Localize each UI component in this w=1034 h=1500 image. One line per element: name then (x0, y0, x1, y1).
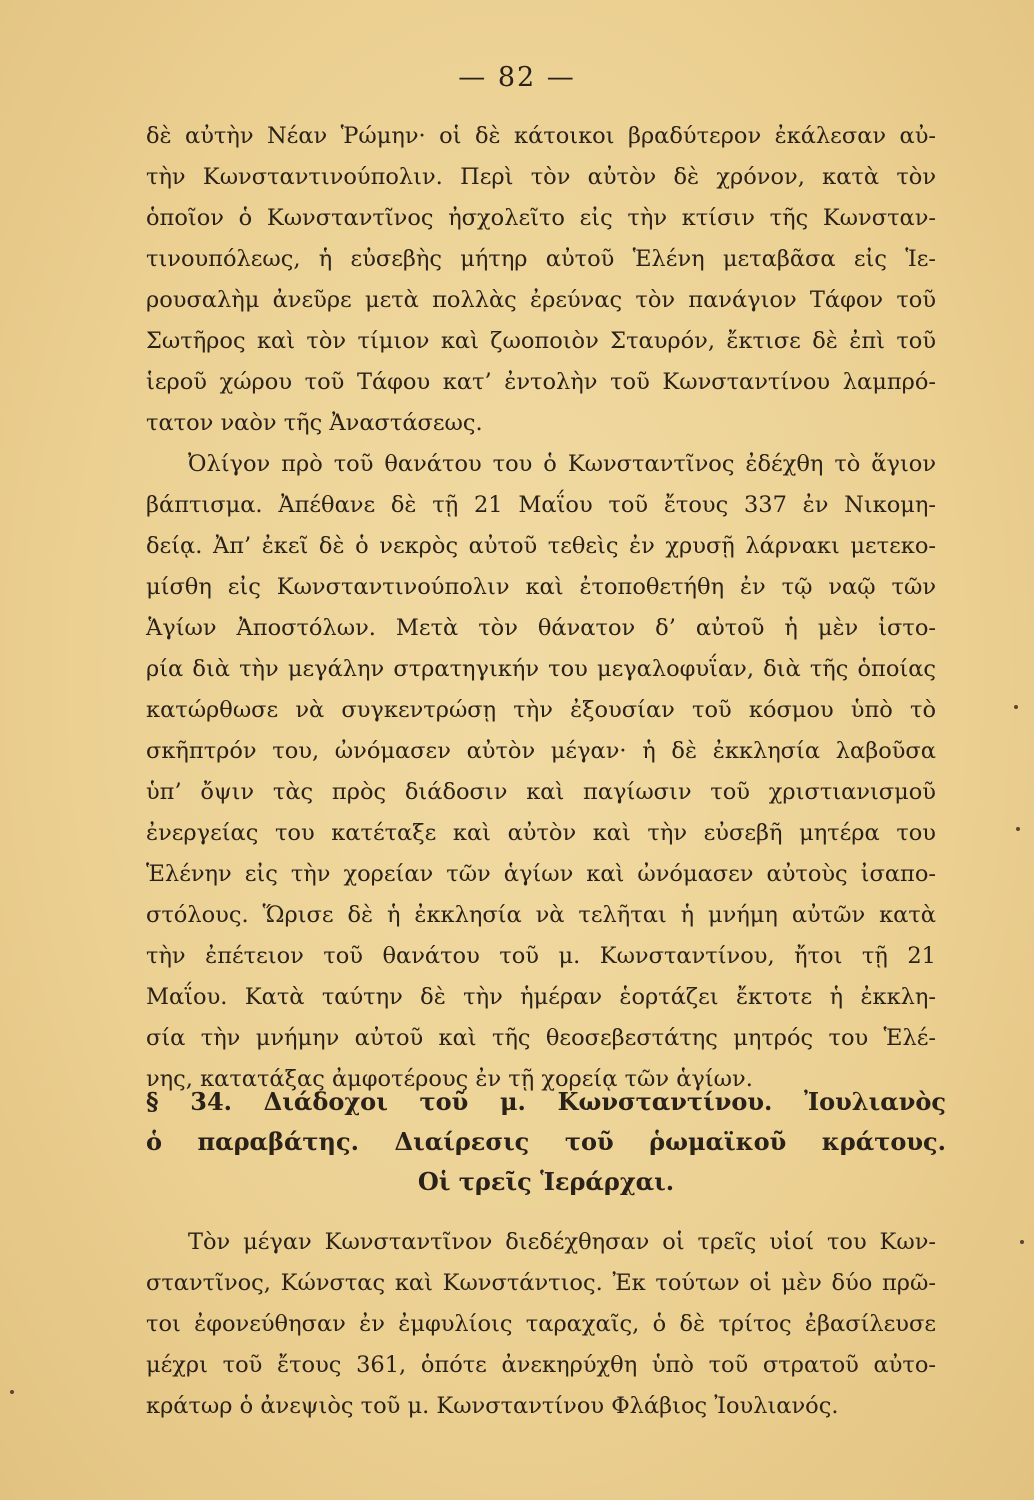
text-line: δείᾳ. Ἀπ’ ἐκεῖ δὲ ὁ νεκρὸς αὐτοῦ τεθεὶς ἐν χρυσῇ λάρνακι μετεκο- (146, 533, 936, 559)
text-line: μίσθη εἰς Κωνσταντινούπολιν καὶ ἐτοποθετήθη ἐν τῷ ναῷ τῶν (146, 574, 936, 600)
section-text (146, 1222, 936, 1427)
text-line: Ἁγίων Ἀποστόλων. Μετὰ τὸν θάνατον δ’ αὐτοῦ ἡ μὲν ἱστο- (146, 615, 936, 641)
section-heading-line: § 34. Διάδοχοι τοῦ μ. Κωνσταντίνου. Ἰουλιανὸς (146, 1087, 946, 1116)
text-line: τὴν ἐπέτειον τοῦ θανάτου τοῦ μ. Κωνσταντίνου, ἤτοι τῇ 21 (146, 943, 936, 969)
text-line: ρία διὰ τὴν μεγάλην στρατηγικήν του μεγαλοφυΐαν, διὰ τῆς ὁποίας (146, 656, 936, 682)
paragraph-3 (146, 1222, 936, 1427)
text-line: σταντῖνος, Κώνστας καὶ Κωνστάντιος. Ἐκ τούτων οἱ μὲν δύο πρῶ- (146, 1270, 936, 1296)
text-line: τοι ἐφονεύθησαν ἐν ἐμφυλίοις ταραχαῖς, ὁ δὲ τρίτος ἐβασίλευσε (146, 1311, 936, 1337)
text-line: ὑπ’ ὄψιν τὰς πρὸς διάδοσιν καὶ παγίωσιν τοῦ χριστιανισμοῦ (146, 779, 936, 805)
paragraph-2 (146, 444, 936, 1100)
section-heading-line: ὁ παραβάτης. Διαίρεσις τοῦ ῥωμαϊκοῦ κράτους. (146, 1127, 946, 1156)
text-line: ὁποῖον ὁ Κωνσταντῖνος ἠσχολεῖτο εἰς τὴν κτίσιν τῆς Κωνσταν- (146, 205, 936, 231)
text-line: κατώρθωσε νὰ συγκεντρώσῃ τὴν ἐξουσίαν τοῦ κόσμου ὑπὸ τὸ (146, 697, 936, 723)
text-line: σία τὴν μνήμην αὐτοῦ καὶ τῆς θεοσεβεστάτης μητρός του Ἑλέ- (146, 1025, 936, 1051)
text-line: Τὸν μέγαν Κωνσταντῖνον διεδέχθησαν οἱ τρεῖς υἱοί του Κων- (188, 1229, 936, 1255)
paragraph-1 (146, 116, 936, 444)
text-line: ἱεροῦ χώρου τοῦ Τάφου κατ’ ἐντολὴν τοῦ Κωνσταντίνου λαμπρό- (146, 369, 936, 395)
text-line: τινουπόλεως, ἡ εὐσεβὴς μήτηρ αὐτοῦ Ἑλένη μεταβᾶσα εἰς Ἱε- (146, 246, 936, 272)
section-heading-line: Οἱ τρεῖς Ἱεράρχαι. (417, 1167, 675, 1196)
text-line: μέχρι τοῦ ἔτους 361, ὁπότε ἀνεκηρύχθη ὑπὸ τοῦ στρατοῦ αὐτο- (146, 1352, 936, 1378)
paper-speck (1014, 705, 1018, 709)
text-line: ἐνεργείας του κατέταξε καὶ αὐτὸν καὶ τὴν εὐσεβῆ μητέρα του (146, 820, 936, 846)
text-line: Σωτῆρος καὶ τὸν τίμιον καὶ ζωοποιὸν Σταυρόν, ἔκτισε δὲ ἐπὶ τοῦ (146, 328, 936, 354)
text-line: ρουσαλὴμ ἀνεῦρε μετὰ πολλὰς ἐρεύνας τὸν πανάγιον Τάφον τοῦ (146, 287, 936, 313)
paper-speck (10, 1390, 14, 1394)
text-line: Ἑλένην εἰς τὴν χορείαν τῶν ἁγίων καὶ ὠνόμασεν αὐτοὺς ἰσαπο- (146, 861, 936, 887)
text-line: νης, κατατάξας ἀμφοτέρους ἐν τῇ χορείᾳ τῶν ἁγίων. (146, 1066, 753, 1092)
text-line: στόλους. Ὥρισε δὲ ἡ ἐκκλησία νὰ τελῆται ἡ μνήμη αὐτῶν κατὰ (146, 902, 936, 928)
text-line: σκῆπτρόν του, ὠνόμασεν αὐτὸν μέγαν· ἡ δὲ ἐκκλησία λαβοῦσα (146, 738, 936, 764)
text-line: δὲ αὐτὴν Νέαν Ῥώμην· οἱ δὲ κάτοικοι βραδύτερον ἐκάλεσαν αὐ- (146, 123, 936, 149)
text-line: Ὀλίγον πρὸ τοῦ θανάτου του ὁ Κωνσταντῖνος ἐδέχθη τὸ ἅγιον (188, 451, 936, 477)
section-heading (146, 1082, 946, 1202)
text-line: Μαΐου. Κατὰ ταύτην δὲ τὴν ἡμέραν ἑορτάζει ἔκτοτε ἡ ἐκκλη- (146, 984, 936, 1010)
text-line: τὴν Κωνσταντινούπολιν. Περὶ τὸν αὐτὸν δὲ χρόνον, κατὰ τὸν (146, 164, 936, 190)
page-number: — 82 — (458, 62, 576, 93)
text-line: βάπτισμα. Ἀπέθανε δὲ τῇ 21 Μαΐου τοῦ ἔτους 337 ἐν Νικομη- (146, 492, 936, 518)
paper-speck (1020, 1240, 1024, 1244)
paper-speck (1016, 827, 1020, 831)
main-text (146, 116, 936, 1100)
text-line: τατον ναὸν τῆς Ἀναστάσεως. (146, 410, 483, 436)
text-line: κράτωρ ὁ ἀνεψιὸς τοῦ μ. Κωνσταντίνου Φλάβιος Ἰουλιανός. (146, 1393, 839, 1419)
